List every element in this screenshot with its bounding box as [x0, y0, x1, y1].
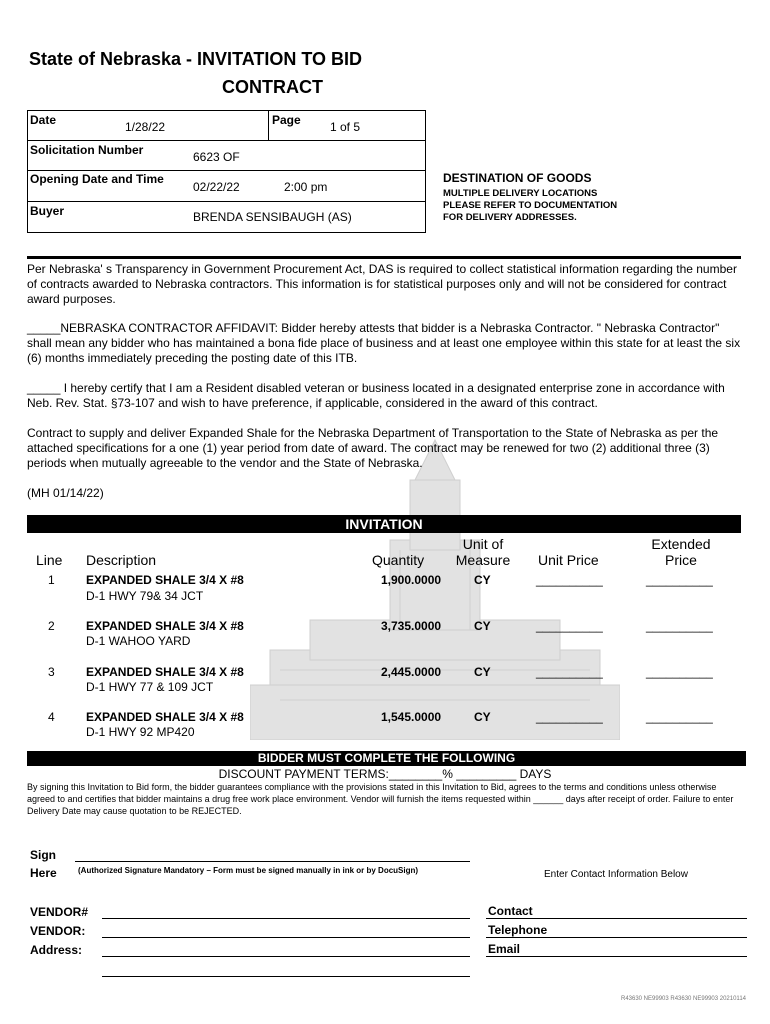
page-title-line1: State of Nebraska - INVITATION TO BID [29, 49, 363, 69]
email-field[interactable] [486, 956, 747, 957]
bidder-bar: BIDDER MUST COMPLETE THE FOLLOWING [27, 751, 746, 766]
row-2-extended-price-blank[interactable]: __________ [646, 619, 713, 633]
opening-date: 02/22/22 [193, 180, 240, 194]
row-4-quantity: 1,545.0000 [381, 710, 442, 724]
telephone-field[interactable] [486, 937, 747, 938]
address-label: Address: [30, 943, 83, 957]
destination-title: DESTINATION OF GOODS [443, 171, 592, 185]
contractor-affidavit-paragraph: _____NEBRASKA CONTRACTOR AFFIDAVIT: Bidder hereby attests that bidder is a Nebraska Contractor. " Nebraska Contractor" shall mean any bidder who has maintained a bona fide place of business and at least one employee within this state for at least the six (6) months immediately preceding the posting date of this ITB. [27, 321, 741, 365]
email-label: Email [488, 942, 521, 956]
row-1-unit-price-blank[interactable]: __________ [536, 573, 603, 587]
row-2-line: 2 [48, 619, 55, 633]
signing-terms: By signing this Invitation to Bid form, the bidder guarantees compliance with the provisions stated in this Invitation to Bid, agrees to the terms and conditions unless otherwise agreed to and certifies that bidder maintains a drug free work place environment. Vendor will furnish the items requested within ______ days after receipt of order. Failure to enter Delivery Date may cause quotation to be REJECTED. [27, 782, 734, 816]
row-1-extended-price-blank[interactable]: __________ [646, 573, 713, 587]
sign-label: Sign [30, 848, 56, 862]
separator [27, 256, 741, 259]
col-line-header: Line [36, 552, 63, 568]
row-4-subdescription: D-1 HWY 92 MP420 [86, 725, 195, 739]
row-4-uom: CY [474, 710, 491, 724]
contact-label: Contact [488, 904, 533, 918]
discount-terms[interactable]: DISCOUNT PAYMENT TERMS:________% _________ DAYS [218, 767, 552, 781]
address-field-1[interactable] [102, 956, 470, 957]
destination-line3: FOR DELIVERY ADDRESSES. [443, 212, 577, 223]
row-1-description: EXPANDED SHALE 3/4 X #8 [86, 573, 244, 587]
signature-line[interactable] [75, 861, 470, 862]
row-3-extended-price-blank[interactable]: __________ [646, 665, 713, 679]
destination-block [443, 171, 617, 224]
row-1-line: 1 [48, 573, 55, 587]
vendor-field[interactable] [102, 937, 470, 938]
solicitation-value: 6623 OF [193, 150, 240, 164]
row-4-description: EXPANDED SHALE 3/4 X #8 [86, 710, 244, 724]
destination-line2: PLEASE REFER TO DOCUMENTATION [443, 200, 618, 211]
row-4-line: 4 [48, 710, 55, 724]
col-quantity-header: Quantity [372, 552, 425, 568]
col-description-header: Description [86, 552, 157, 568]
address-field-2[interactable] [102, 976, 470, 977]
row-2-uom: CY [474, 619, 491, 633]
veteran-certification-paragraph: _____ I hereby certify that I am a Resident disabled veteran or business located in a designated enterprise zone in accordance with Neb. Rev. Stat. §73-107 and wish to have preference, if applicable, considered in the award of this contract. [27, 381, 725, 410]
date-label: Date [30, 113, 57, 127]
invitation-bar: INVITATION [27, 515, 741, 533]
page-value: 1 of 5 [330, 120, 361, 134]
row-1-subdescription: D-1 HWY 79& 34 JCT [86, 589, 204, 603]
vendor-number-label: VENDOR# [30, 905, 89, 919]
opening-label: Opening Date and Time [30, 172, 164, 186]
revision-code: (MH 01/14/22) [27, 486, 104, 500]
col-extended-header-1: Extended [651, 536, 711, 552]
here-label: Here [30, 866, 57, 880]
row-2-quantity: 3,735.0000 [381, 619, 442, 633]
row-3-uom: CY [474, 665, 491, 679]
contract-description-paragraph: Contract to supply and deliver Expanded Shale for the Nebraska Department of Transportation to the State of Nebraska as per the attached specifications for a one (1) year period from date of award. The contract may be renewed for two (2) additional three (3) periods when mutually agreeable to the vendor and the State of Nebraska. [27, 426, 719, 470]
footer-code: R43630 NE99903 R43630 NE99903 20210114 [621, 996, 746, 1002]
buyer-label: Buyer [30, 204, 65, 218]
page-title-line2: CONTRACT [222, 77, 323, 97]
row-2-description: EXPANDED SHALE 3/4 X #8 [86, 619, 244, 633]
row-3-quantity: 2,445.0000 [381, 665, 442, 679]
row-2-subdescription: D-1 WAHOO YARD [86, 634, 191, 648]
row-4-extended-price-blank[interactable]: __________ [646, 710, 713, 724]
vendor-label: VENDOR: [30, 924, 86, 938]
transparency-paragraph: Per Nebraska' s Transparency in Government Procurement Act, DAS is required to collect statistical information regarding the number of contracts awarded to Nebraska contractors. This information is for statistical purposes only and will not be considered for contract award purposes. [27, 262, 737, 306]
row-3-unit-price-blank[interactable]: __________ [536, 665, 603, 679]
col-uom-header-1: Unit of [462, 536, 504, 552]
destination-line1: MULTIPLE DELIVERY LOCATIONS [443, 188, 598, 199]
row-1-uom: CY [474, 573, 491, 587]
row-2-unit-price-blank[interactable]: __________ [536, 619, 603, 633]
date-value: 1/28/22 [125, 120, 166, 134]
col-uom-header-2: Measure [455, 552, 511, 568]
buyer-value: BRENDA SENSIBAUGH (AS) [193, 210, 352, 224]
opening-time: 2:00 pm [284, 180, 328, 194]
col-extended-header-2: Price [665, 552, 697, 568]
row-3-line: 3 [48, 665, 55, 679]
row-4-unit-price-blank[interactable]: __________ [536, 710, 603, 724]
signature-note: (Authorized Signature Mandatory – Form must be signed manually in ink or by DocuSign) [78, 866, 419, 875]
telephone-label: Telephone [488, 923, 548, 937]
row-1-quantity: 1,900.0000 [381, 573, 442, 587]
page-label: Page [272, 113, 301, 127]
contact-field[interactable] [486, 918, 747, 919]
row-3-description: EXPANDED SHALE 3/4 X #8 [86, 665, 244, 679]
col-unit-price-header: Unit Price [538, 552, 599, 568]
row-3-subdescription: D-1 HWY 77 & 109 JCT [86, 680, 214, 694]
contact-note: Enter Contact Information Below [544, 869, 688, 880]
vendor-number-field[interactable] [102, 918, 470, 919]
solicitation-label: Solicitation Number [30, 143, 144, 157]
